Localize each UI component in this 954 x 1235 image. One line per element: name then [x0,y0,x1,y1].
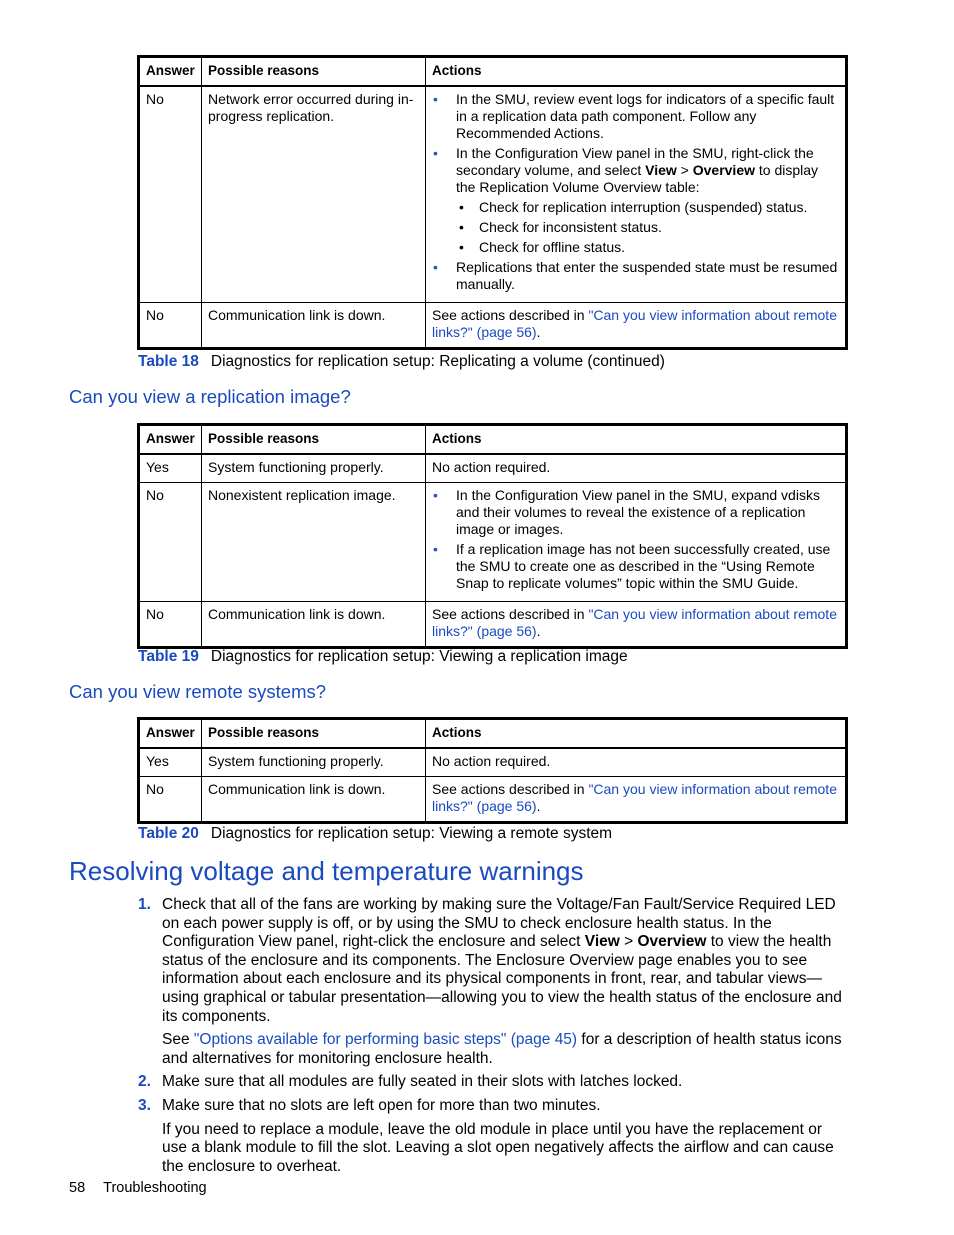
reason-cell: Network error occurred during in-progress replication. [202,86,426,303]
header-reasons: Possible reasons [202,57,426,87]
answer-cell: Yes [139,748,202,777]
step-text: Make sure that no slots are left open for more than two minutes. [162,1096,601,1114]
table-header-row [139,57,847,87]
procedure-steps [138,896,848,1181]
actions-cell [426,602,847,648]
page-footer [69,1180,207,1196]
actions-cell [426,483,847,602]
text: . [536,623,541,639]
caption-number: Table 20 [138,825,199,842]
actions-cell [426,777,847,823]
caption-number: Table 19 [138,648,199,665]
menu-overview: Overview [692,162,755,178]
header-actions: Actions [426,425,847,455]
reason-cell: Nonexistent replication image. [202,483,426,602]
step-3 [138,1097,848,1176]
remote-links-xref[interactable]: "Can you view information about remote links?" (page 56) [432,781,837,814]
reason-cell: Communication link is down. [202,777,426,823]
footer-section: Troubleshooting [103,1180,207,1196]
actions-cell [426,86,847,303]
remote-links-xref[interactable]: "Can you view information about remote links?" (page 56) [432,606,837,639]
caption-number: Table 18 [138,353,199,370]
text: . [536,798,541,814]
text: See [162,1031,194,1049]
header-actions: Actions [426,57,847,87]
text: See actions described in [432,606,589,622]
answer-cell: No [139,483,202,602]
reason-cell: System functioning properly. [202,748,426,777]
menu-view: View [584,933,620,951]
caption-text: Diagnostics for replication setup: Replicating a volume (continued) [210,353,665,370]
answer-cell: No [139,86,202,303]
actions-cell: No action required. [426,748,847,777]
main-heading: Resolving voltage and temperature warnings [69,856,584,886]
table-row [139,86,847,303]
text: In the Configuration View panel in the SMU, right-click the secondary volume, and select [456,145,814,178]
table-18-caption [138,353,665,371]
step-number: 3. [138,1096,151,1114]
reason-cell: Communication link is down. [202,602,426,648]
section-heading-remote-systems: Can you view remote systems? [69,681,327,702]
text: Check that all of the fans are working by making sure the Voltage/Fan Fault/Service Required LED on each power supply is off, or by using the SMU to check enclosure health status. In the Configuration View panel, right-click the enclosure and select [162,896,836,951]
header-answer: Answer [139,425,202,455]
table-row [139,303,847,349]
header-reasons: Possible reasons [202,719,426,749]
table-row [139,777,847,823]
table-header-row [139,719,847,749]
menu-separator: > [676,162,693,178]
actions-cell: No action required. [426,454,847,483]
list-item: • In the SMU, review event logs for indicators of a specific fault in a replication data path component. Follow any Recommended Actions. [456,91,839,142]
menu-overview: Overview [637,933,707,951]
answer-cell: No [139,303,202,349]
table-18 [137,55,848,350]
table-row [139,602,847,648]
reason-cell: Communication link is down. [202,303,426,349]
text: to display the Replication Volume Overview table: [456,162,819,195]
header-actions: Actions [426,719,847,749]
list-item: • If a replication image has not been successfully created, use the SMU to create one as described in the “Using Remote Snap to replicate volumes” topic within the SMU Guide. [456,541,839,592]
list-item: • In the Configuration View panel in the SMU, expand vdisks and their volumes to reveal the existence of a replication image or images. [456,487,839,538]
basic-steps-xref[interactable]: "Options available for performing basic steps" (page 45) [193,1031,578,1049]
sub-list-item: • Check for offline status. [479,239,839,256]
action-list [432,91,839,293]
action-list [432,487,839,592]
menu-view: View [645,162,677,178]
actions-cell [426,303,847,349]
header-reasons: Possible reasons [202,425,426,455]
text: See actions described in [432,781,589,797]
caption-text: Diagnostics for replication setup: Viewing a remote system [210,825,613,842]
remote-links-xref[interactable]: "Can you view information about remote links?" (page 56) [432,307,837,340]
step-note [162,1031,848,1068]
step-note: If you need to replace a module, leave the old module in place until you have the replacement or use a blank module to fill the slot. Leaving a slot open negatively affects the airflow and can cause the enclosure to overheat. [162,1120,834,1175]
header-answer: Answer [139,719,202,749]
answer-cell: No [139,777,202,823]
table-row [139,454,847,483]
caption-text: Diagnostics for replication setup: Viewing a replication image [210,648,628,665]
step-text: Make sure that all modules are fully seated in their slots with latches locked. [162,1073,683,1091]
list-item [456,145,839,256]
text: See actions described in [432,307,589,323]
table-19 [137,423,848,649]
answer-cell: Yes [139,454,202,483]
step-number: 1. [138,896,151,913]
sub-list [456,199,839,256]
list-item: • Replications that enter the suspended state must be resumed manually. [456,259,839,293]
table-19-caption [138,648,628,666]
text: to view the health status of the enclosure and its components. The Enclosure Overview page enables you to see information about each enclosure and its physical components in front, rear, and tabular views—using graphical or tabular presentation—allowing you to view the health status of the enclosure and its components. [162,933,842,1025]
text: for a description of health status icons and alternatives for monitoring enclosure health. [162,1031,842,1067]
step-1 [138,896,848,1068]
table-20-caption [138,825,612,843]
text: . [536,324,541,340]
sub-list-item: • Check for replication interruption (suspended) status. [479,199,839,216]
header-answer: Answer [139,57,202,87]
table-20 [137,717,848,824]
step-number: 2. [138,1073,151,1091]
table-row [139,748,847,777]
reason-cell: System functioning properly. [202,454,426,483]
answer-cell: No [139,602,202,648]
sub-list-item: • Check for inconsistent status. [479,219,839,236]
table-row [139,483,847,602]
table-header-row [139,425,847,455]
page-number: 58 [69,1180,86,1196]
step-text [162,896,848,1026]
step-2 [138,1073,848,1092]
section-heading-replication-image: Can you view a replication image? [69,386,351,407]
menu-separator: > [619,933,638,951]
